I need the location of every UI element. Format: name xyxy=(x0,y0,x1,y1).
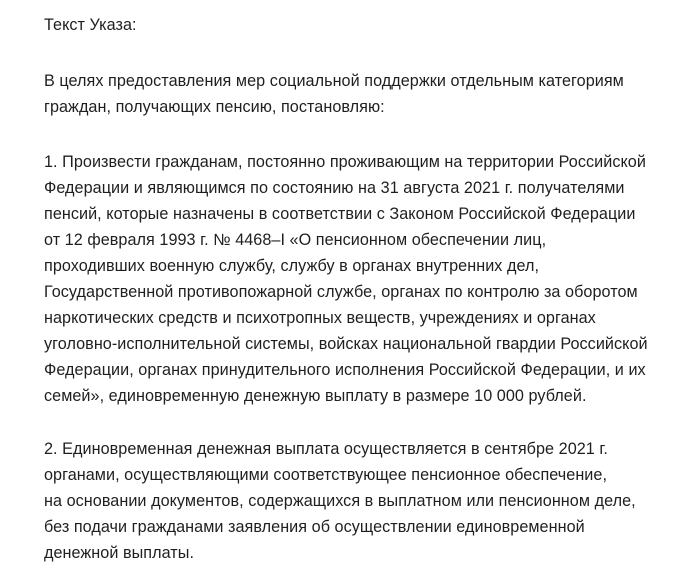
paragraph-line: семей», единовременную денежную выплату в размере 10 000 рублей. xyxy=(44,387,587,405)
paragraph-line: на основании документов, содержащихся в выплатном или пенсионном деле, xyxy=(44,492,636,510)
paragraph-line: Федерации, органах принудительного исполнения Российской Федерации, и их xyxy=(44,361,646,379)
paragraph-line: 2. Единовременная денежная выплата осуществляется в сентябре 2021 г. xyxy=(44,440,608,458)
paragraph-line: органами, осуществляющими соответствующее пенсионное обеспечение, xyxy=(44,466,608,484)
paragraph-line: без подачи гражданами заявления об осуществлении единовременной xyxy=(44,518,585,536)
paragraph-line: В целях предоставления мер социальной поддержки отдельным категориям xyxy=(44,72,624,90)
document-title xyxy=(44,12,137,38)
clause-2-paragraph xyxy=(44,436,636,566)
paragraph-line: Государственной противопожарной службе, органах по контролю за оборотом xyxy=(44,283,638,301)
preamble-paragraph xyxy=(44,68,624,120)
paragraph-line: уголовно-исполнительной системы, войсках национальной гвардии Российской xyxy=(44,335,648,353)
paragraph-line: наркотических средств и психотропных веществ, учреждениях и органах xyxy=(44,309,596,327)
title-text: Текст Указа: xyxy=(44,16,137,34)
paragraph-line: от 12 февраля 1993 г. № 4468–I «О пенсионном обеспечении лиц, xyxy=(44,231,547,249)
paragraph-line: пенсий, которые назначены в соответствии с Законом Российской Федерации xyxy=(44,205,636,223)
clause-1-paragraph xyxy=(44,149,648,409)
paragraph-line: проходивших военную службу, службу в органах внутренних дел, xyxy=(44,257,540,275)
paragraph-line: 1. Произвести гражданам, постоянно проживающим на территории Российской xyxy=(44,153,646,171)
paragraph-line: Федерации и являющимся по состоянию на 31 августа 2021 г. получателями xyxy=(44,179,625,197)
paragraph-line: денежной выплаты. xyxy=(44,544,195,562)
paragraph-line: граждан, получающих пенсию, постановляю: xyxy=(44,98,385,116)
